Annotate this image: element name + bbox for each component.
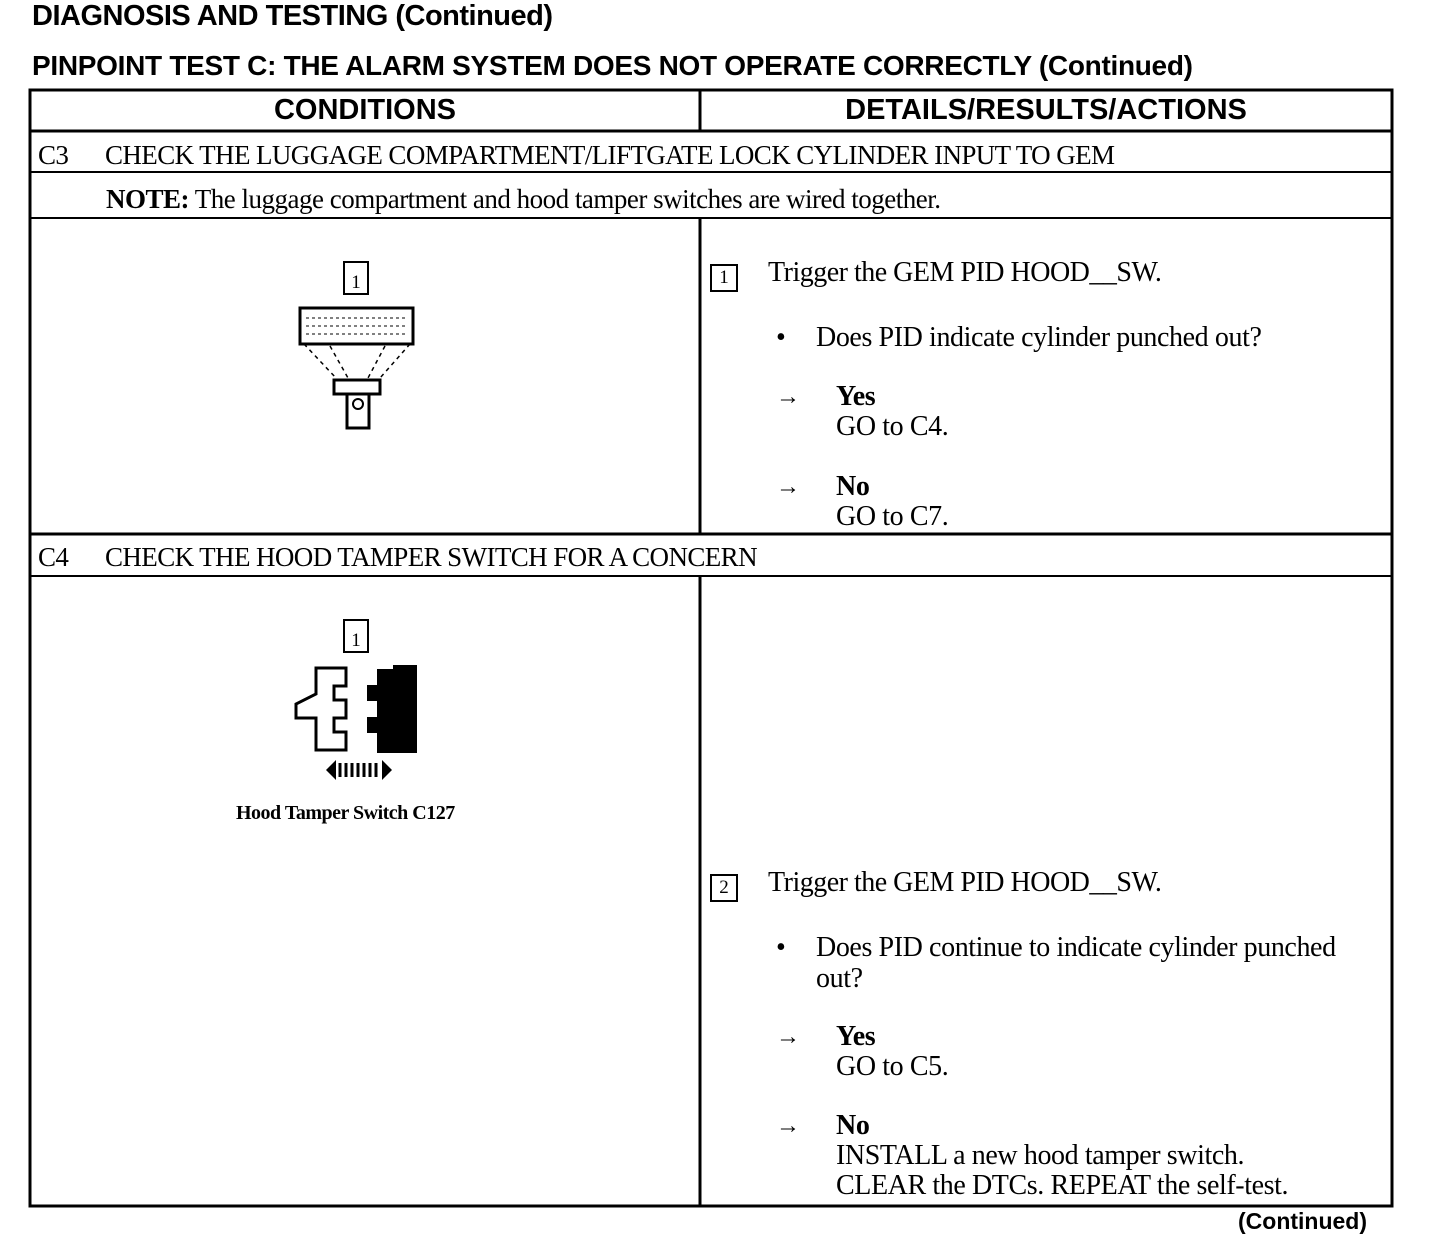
- figure-caption: Hood Tamper Switch C127: [236, 802, 455, 824]
- right-arrow-icon: →: [776, 474, 800, 500]
- answer-no: No: [836, 1110, 870, 1141]
- column-header-conditions: CONDITIONS: [273, 94, 457, 126]
- note-text: The luggage compartment and hood tamper switches are wired together.: [189, 184, 941, 214]
- right-arrow-icon: →: [776, 1113, 800, 1139]
- lock-cylinder-illustration: [290, 256, 425, 436]
- answer-no: No: [836, 471, 870, 502]
- figure-label: 1: [351, 272, 361, 293]
- step-title-text: CHECK THE LUGGAGE COMPARTMENT/LIFTGATE LOCK CYLINDER INPUT TO GEM: [105, 140, 1115, 170]
- step-title-text: CHECK THE HOOD TAMPER SWITCH FOR A CONCERN: [105, 542, 757, 572]
- action-text: INSTALL a new hood tamper switch.: [836, 1140, 1245, 1171]
- action-text: GO to C7.: [836, 501, 949, 532]
- page-subtitle: PINPOINT TEST C: THE ALARM SYSTEM DOES NOT OPERATE CORRECTLY (Continued): [32, 50, 1193, 81]
- question-text: Does PID continue to indicate cylinder punched out?: [816, 932, 1336, 994]
- column-header-details: DETAILS/RESULTS/ACTIONS: [845, 94, 1247, 126]
- bullet-icon: •: [776, 932, 786, 963]
- step-code: C3: [38, 140, 69, 170]
- step-code: C4: [38, 542, 69, 572]
- action-text: GO to C4.: [836, 411, 949, 442]
- note-label: NOTE:: [106, 184, 190, 214]
- answer-yes: Yes: [836, 1021, 876, 1052]
- answer-yes: Yes: [836, 381, 876, 412]
- figure-label: 1: [351, 630, 361, 651]
- page-title: DIAGNOSIS AND TESTING (Continued): [32, 0, 553, 32]
- step-title-c3: [38, 140, 1114, 171]
- question-text: Does PID indicate cylinder punched out?: [816, 322, 1262, 353]
- bullet-icon: •: [776, 322, 786, 353]
- right-arrow-icon: →: [776, 1024, 800, 1050]
- step-number-box: 2: [710, 874, 738, 902]
- action-text: GO to C5.: [836, 1051, 949, 1082]
- step-number-box: 1: [710, 264, 738, 292]
- step-title-c4: [38, 542, 757, 573]
- hood-tamper-switch-connector-illustration: [290, 614, 430, 789]
- action-text: CLEAR the DTCs. REPEAT the self-test.: [836, 1170, 1289, 1201]
- right-arrow-icon: →: [776, 384, 800, 410]
- note: [106, 184, 941, 215]
- continued-footer: (Continued): [1238, 1208, 1368, 1234]
- step-text: Trigger the GEM PID HOOD__SW.: [768, 257, 1162, 288]
- step-text: Trigger the GEM PID HOOD__SW.: [768, 867, 1162, 898]
